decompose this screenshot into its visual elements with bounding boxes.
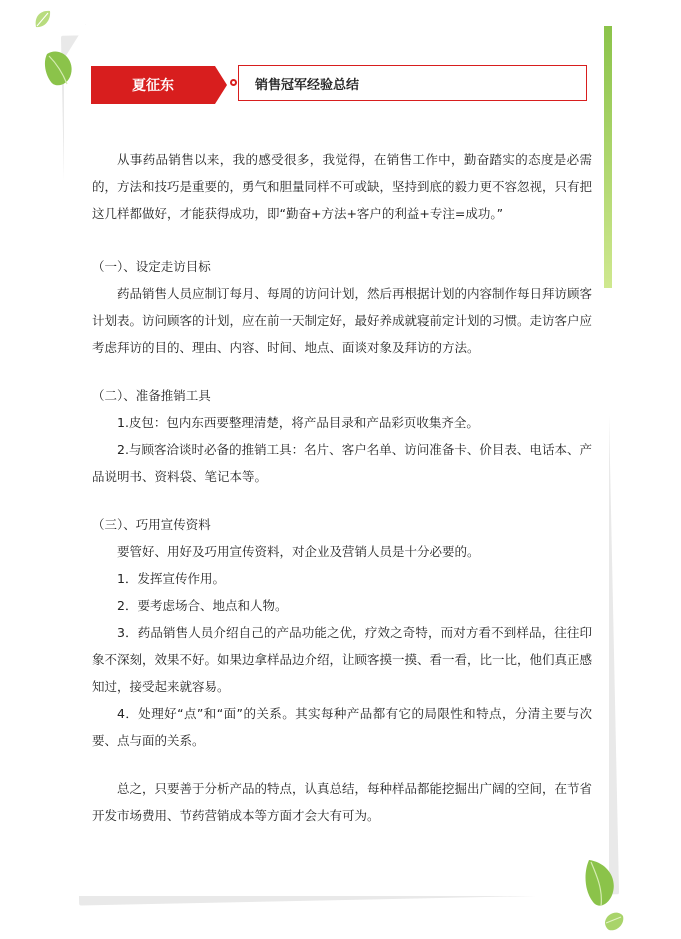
- section-heading: （三）、巧用宣传资料: [92, 517, 211, 532]
- section-heading: （一）、设定走访目标: [92, 259, 211, 274]
- list-item: 4．处理好“点”和“面”的关系。其实每种产品都有它的局限性和特点，分清主要与次要、点与面的关系。: [92, 706, 592, 748]
- spacer: [92, 754, 592, 775]
- leaf-icon: [34, 9, 52, 29]
- list-item: 2.与顾客洽谈时必备的推销工具：名片、客户名单、访问准备卡、价目表、电话本、产品说明书、资料袋、笔记本等。: [92, 442, 592, 484]
- author-name: 夏征东: [132, 78, 174, 94]
- leaf-icon: [603, 910, 625, 932]
- author-tab: [91, 66, 215, 104]
- spacer: [92, 227, 592, 253]
- section-paragraph: 药品销售人员应制订每月、每周的访问计划，然后再根据计划的内容制作每日拜访顾客计划表。访问顾客的计划，应在前一天制定好，最好养成就寝前定计划的习惯。走访客户应考虑拜访的目的、理由、内容、时间、地点、面谈对象及拜访的方法。: [92, 286, 593, 355]
- spacer: [92, 361, 592, 382]
- section-heading: （二）、准备推销工具: [92, 388, 211, 403]
- green-accent-bar: [604, 26, 612, 288]
- title-bullet-icon: [230, 79, 237, 86]
- section-paragraph: 要管好、用好及巧用宣传资料，对企业及营销人员是十分必要的。: [117, 544, 480, 559]
- article-title: 销售冠军经验总结: [255, 77, 360, 93]
- leaf-icon: [583, 858, 617, 910]
- list-item: 3．药品销售人员介绍自己的产品功能之优，疗效之奇特，而对方看不到样品，往往印象不深刻，效果不好。如果边拿样品边介绍，让顾客摸一摸、看一看，比一比，他们真正感知过，接受起来就容易。: [92, 625, 593, 694]
- article-title-box: [238, 65, 587, 101]
- spacer: [92, 490, 592, 511]
- list-item: 1．发挥宣传作用。: [117, 571, 225, 586]
- leaf-icon: [43, 48, 75, 88]
- conclusion-paragraph: 总之，只要善于分析产品的特点，认真总结，每种样品都能挖掘出广阔的空间，在节省开发市场费用、节药营销成本等方面才会大有可为。: [92, 781, 593, 823]
- list-item: 1.皮包：包内东西要整理清楚，将产品目录和产品彩页收集齐全。: [117, 415, 479, 430]
- list-item: 2．要考虑场合、地点和人物。: [117, 598, 288, 613]
- intro-paragraph: 从事药品销售以来，我的感受很多，我觉得，在销售工作中，勤奋踏实的态度是必需的，方法和技巧是重要的，勇气和胆量同样不可或缺，坚持到底的毅力更不容忽视，只有把这几样都做好，才能获得成功，即“勤奋+方法+客户的利益+专注=成功。”: [92, 152, 593, 221]
- article-body: [92, 146, 592, 829]
